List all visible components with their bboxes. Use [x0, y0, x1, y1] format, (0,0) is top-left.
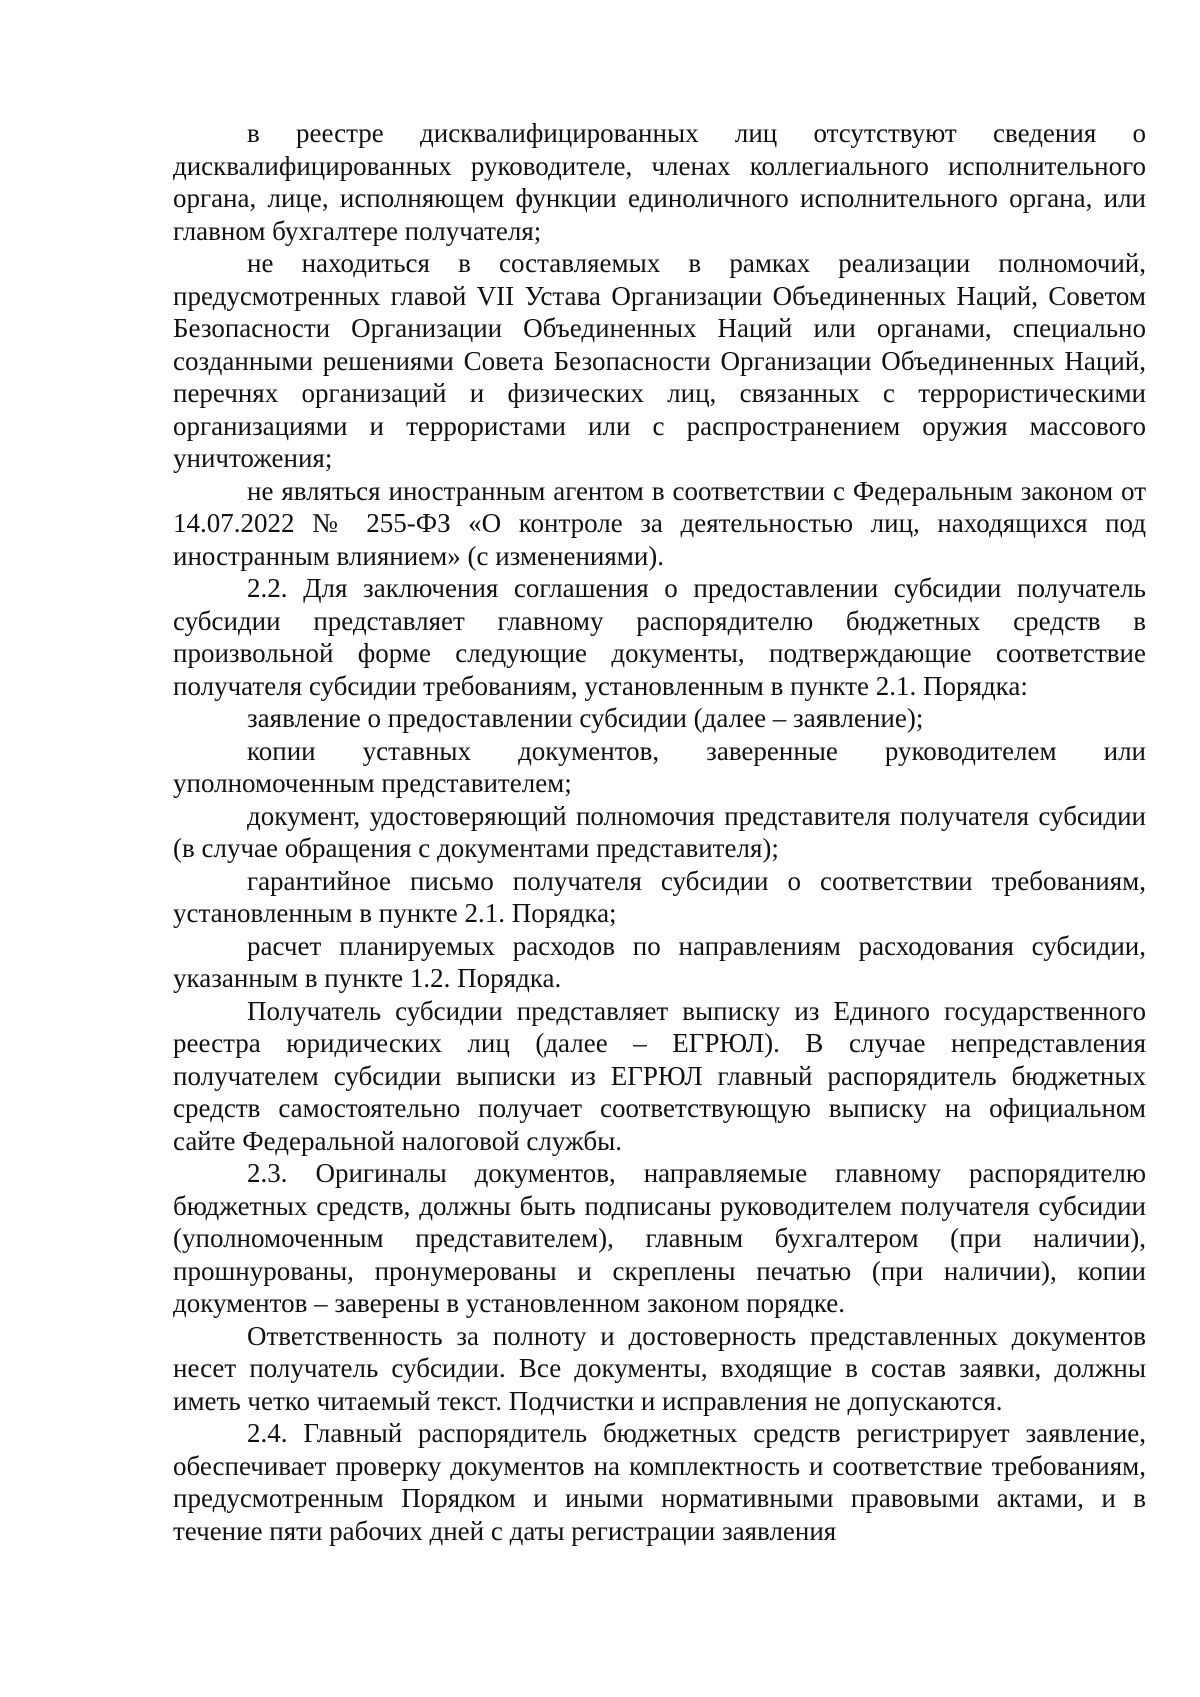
document-page: [173, 117, 1146, 1547]
paragraph-section-2-4: 2.4. Главный распорядитель бюджетных средств регистрирует заявление, обеспечивает проверку документов на комплектность и соответствие требованиям, предусмотренным Порядком и иными нормативными правовыми актами, и в течение пяти рабочих дней с даты регистрации заявления: [173, 1418, 1146, 1546]
paragraph-section-2-2: 2.2. Для заключения соглашения о предоставлении субсидии получатель субсидии представляет главному распорядителю бюджетных средств в произвольной форме следующие документы, подтверждающие соответствие получателя субсидии требованиям, установленным в пункте 2.1. Порядка:: [173, 573, 1146, 701]
paragraph-egrul-extract: Получатель субсидии представляет выписку из Единого государственного реестра юридических лиц (далее – ЕГРЮЛ). В случае непредставления получателем субсидии выписки из ЕГРЮЛ главный распорядитель бюджетных средств самостоятельно получает соответствующую выписку на официальном сайте Федеральной налоговой службы.: [173, 995, 1146, 1156]
paragraph-expense-calculation: расчет планируемых расходов по направлениям расходования субсидии, указанным в пункте 1.2. Порядка.: [173, 930, 1146, 993]
paragraph-charter-copies: копии уставных документов, заверенные руководителем или уполномоченным представителем;: [173, 735, 1146, 798]
paragraph-application: заявление о предоставлении субсидии (далее – заявление);: [247, 703, 924, 733]
paragraph-authority-document: документ, удостоверяющий полномочия представителя получателя субсидии (в случае обращения с документами представителя);: [173, 800, 1146, 863]
paragraph-disqualified-registry: в реестре дисквалифицированных лиц отсутствуют сведения о дисквалифицированных руководителе, членах коллегиального исполнительного органа, лице, исполняющем функции единоличного исполнительного органа, или главном бухгалтере получателя;: [173, 118, 1146, 246]
paragraph-guarantee-letter: гарантийное письмо получателя субсидии о соответствии требованиям, установленным в пункте 2.1. Порядка;: [173, 865, 1146, 928]
paragraph-foreign-agent: не являться иностранным агентом в соответствии с Федеральным законом от 14.07.2022 № 255-ФЗ «О контроле за деятельностью лиц, находящихся под иностранным влиянием» (с изменениями).: [173, 475, 1146, 571]
paragraph-section-2-3: 2.3. Оригиналы документов, направляемые главному распорядителю бюджетных средств, должны быть подписаны руководителем получателя субсидии (уполномоченным представителем), главным бухгалтером (при наличии), прошнурованы, пронумерованы и скреплены печатью (при наличии), копии документов – заверены в установленном законом порядке.: [173, 1158, 1146, 1318]
paragraph-responsibility: Ответственность за полноту и достоверность представленных документов несет получатель субсидии. Все документы, входящие в состав заявки, должны иметь четко читаемый текст. Подчистки и исправления не допускаются.: [173, 1320, 1146, 1416]
paragraph-un-sanctions-lists: не находиться в составляемых в рамках реализации полномочий, предусмотренных главой VII Устава Организации Объединенных Наций, Советом Безопасности Организации Объединенных Наций или органами, специально созданными решениями Совета Безопасности Организации Объединенных Наций, перечнях организаций и физических лиц, связанных с террористическими организациями и террористами или с распространением оружия массового уничтожения;: [173, 248, 1146, 473]
